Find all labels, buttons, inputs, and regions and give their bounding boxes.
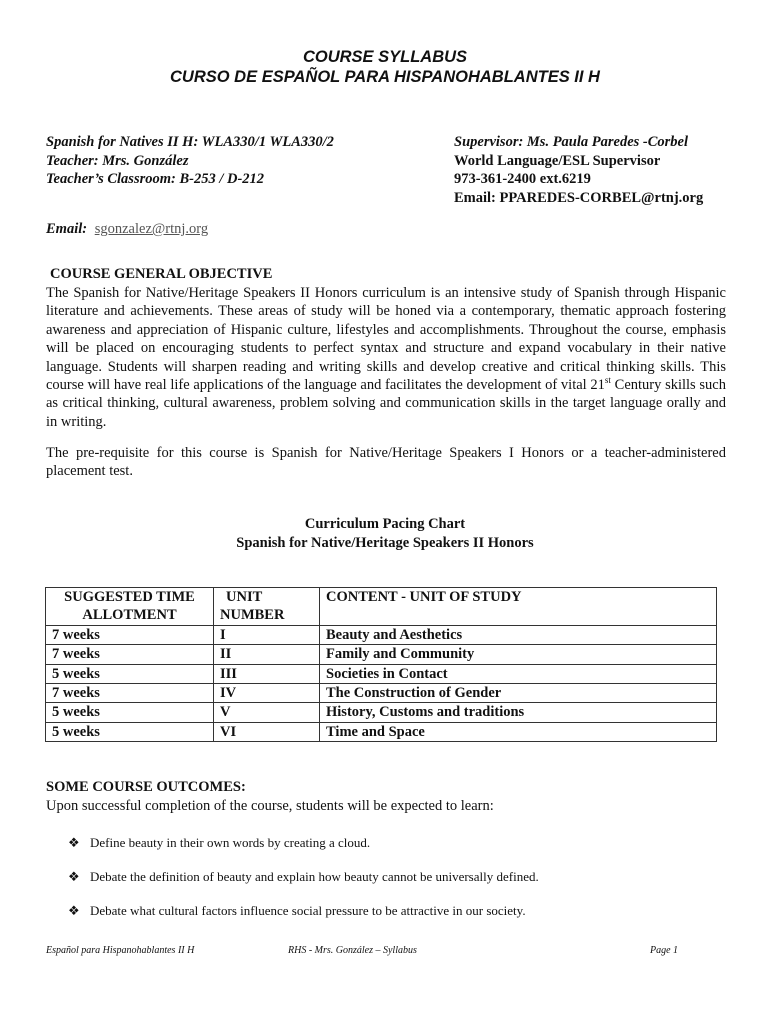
row-time: 5 weeks: [46, 664, 214, 683]
diamond-bullet-icon: ❖: [68, 835, 80, 850]
teacher-email-link[interactable]: sgonzalez@rtnj.org: [94, 221, 209, 237]
objective-heading: COURSE GENERAL OBJECTIVE: [50, 266, 273, 282]
header-time: [46, 588, 214, 626]
supervisor-name: Supervisor: Ms. Paula Paredes -Corbel: [454, 134, 689, 150]
header-content: CONTENT - UNIT OF STUDY: [320, 588, 717, 626]
footer-course: Español para Hispanohablantes II H: [46, 945, 195, 956]
supervisor-role: World Language/ESL Supervisor: [454, 152, 661, 169]
list-item: [68, 835, 370, 851]
row-unit: VI: [214, 722, 320, 741]
row-time: 5 weeks: [46, 722, 214, 741]
row-content: Family and Community: [320, 645, 717, 664]
pacing-chart-title: Curriculum Pacing Chart: [304, 516, 466, 532]
row-unit: V: [214, 703, 320, 722]
outcomes-intro: Upon successful completion of the course, students will be expected to learn:: [46, 798, 494, 814]
supervisor-email: Email: PPAREDES-CORBEL@rtnj.org: [454, 189, 704, 206]
row-content: Beauty and Aesthetics: [320, 625, 717, 644]
table-header-row: [46, 588, 717, 626]
row-content: The Construction of Gender: [320, 684, 717, 703]
row-time: 5 weeks: [46, 703, 214, 722]
row-content: Time and Space: [320, 722, 717, 741]
email-label: Email:: [46, 221, 88, 237]
prerequisite-paragraph: The pre-requisite for this course is Spanish for Native/Heritage Speakers I Honors or a teacher-administered placement test.: [46, 445, 726, 480]
row-time: 7 weeks: [46, 684, 214, 703]
table-row: [46, 625, 717, 644]
row-unit: I: [214, 625, 320, 644]
document-subtitle: CURSO DE ESPAÑOL PARA HISPANOHABLANTES II H: [170, 68, 600, 86]
diamond-bullet-icon: ❖: [68, 903, 80, 918]
objective-paragraph: [46, 284, 726, 431]
outcome-text: Debate what cultural factors influence social pressure to be attractive in our society.: [90, 903, 526, 918]
row-time: 7 weeks: [46, 625, 214, 644]
list-item: [68, 869, 539, 885]
list-item: [68, 903, 526, 919]
header-unit-line1: UNIT: [226, 589, 263, 605]
row-time: 7 weeks: [46, 645, 214, 664]
table-row: [46, 722, 717, 741]
outcome-text: Debate the definition of beauty and explain how beauty cannot be universally defined.: [90, 869, 539, 884]
course-info-block: [46, 133, 334, 189]
objective-text-a: The Spanish for Native/Heritage Speakers II Honors curriculum is an intensive study of Spanish through Hispanic literature and achievements. These areas of study will be honed via a contemporary, thematic approach fostering awareness and appreciation of Hispanic culture, lifestyles and accomplishments. Throughout the course, emphasis will be placed on encouraging students to perfect syntax and structure and expand vocabulary in their native language. Students will sharpen reading and writing skills and develop creative and critical thinking skills. This course will have real life applications of the language and facilitates the development of vital 21: [46, 285, 726, 394]
row-unit: III: [214, 664, 320, 683]
table-row: [46, 664, 717, 683]
row-content: History, Customs and traditions: [320, 703, 717, 722]
document-title: COURSE SYLLABUS: [302, 48, 468, 66]
outcomes-heading: SOME COURSE OUTCOMES:: [46, 779, 246, 795]
classroom: Teacher’s Classroom: B-253 / D-212: [46, 171, 265, 187]
teacher-name: Teacher: Mrs. González: [46, 152, 189, 169]
table-row: [46, 703, 717, 722]
diamond-bullet-icon: ❖: [68, 869, 80, 884]
page-number: Page 1: [650, 945, 679, 956]
pacing-table: [45, 587, 717, 742]
objective-text-b: Century skills such as critical thinking, cultural awareness, problem solving and communication skills in the target language orally and in writing.: [46, 377, 726, 430]
teacher-email-line: [46, 221, 208, 238]
row-unit: II: [214, 645, 320, 664]
outcome-text: Define beauty in their own words by creating a cloud.: [90, 835, 371, 850]
supervisor-phone: 973-361-2400 ext.6219: [454, 171, 591, 187]
course-code: Spanish for Natives II H: WLA330/1 WLA330/2: [46, 134, 334, 150]
header-unit-line2: NUMBER: [220, 607, 285, 624]
objective-superscript: st: [604, 375, 611, 386]
header-unit: [214, 588, 320, 626]
footer-center: RHS - Mrs. González – Syllabus: [288, 945, 417, 956]
header-time-line1: SUGGESTED TIME: [64, 589, 195, 605]
pacing-chart-subtitle: Spanish for Native/Heritage Speakers II Honors: [236, 535, 534, 551]
row-unit: IV: [214, 684, 320, 703]
table-row: [46, 684, 717, 703]
supervisor-info-block: [454, 133, 703, 207]
table-row: [46, 645, 717, 664]
row-content: Societies in Contact: [320, 664, 717, 683]
header-time-line2: ALLOTMENT: [82, 607, 177, 624]
